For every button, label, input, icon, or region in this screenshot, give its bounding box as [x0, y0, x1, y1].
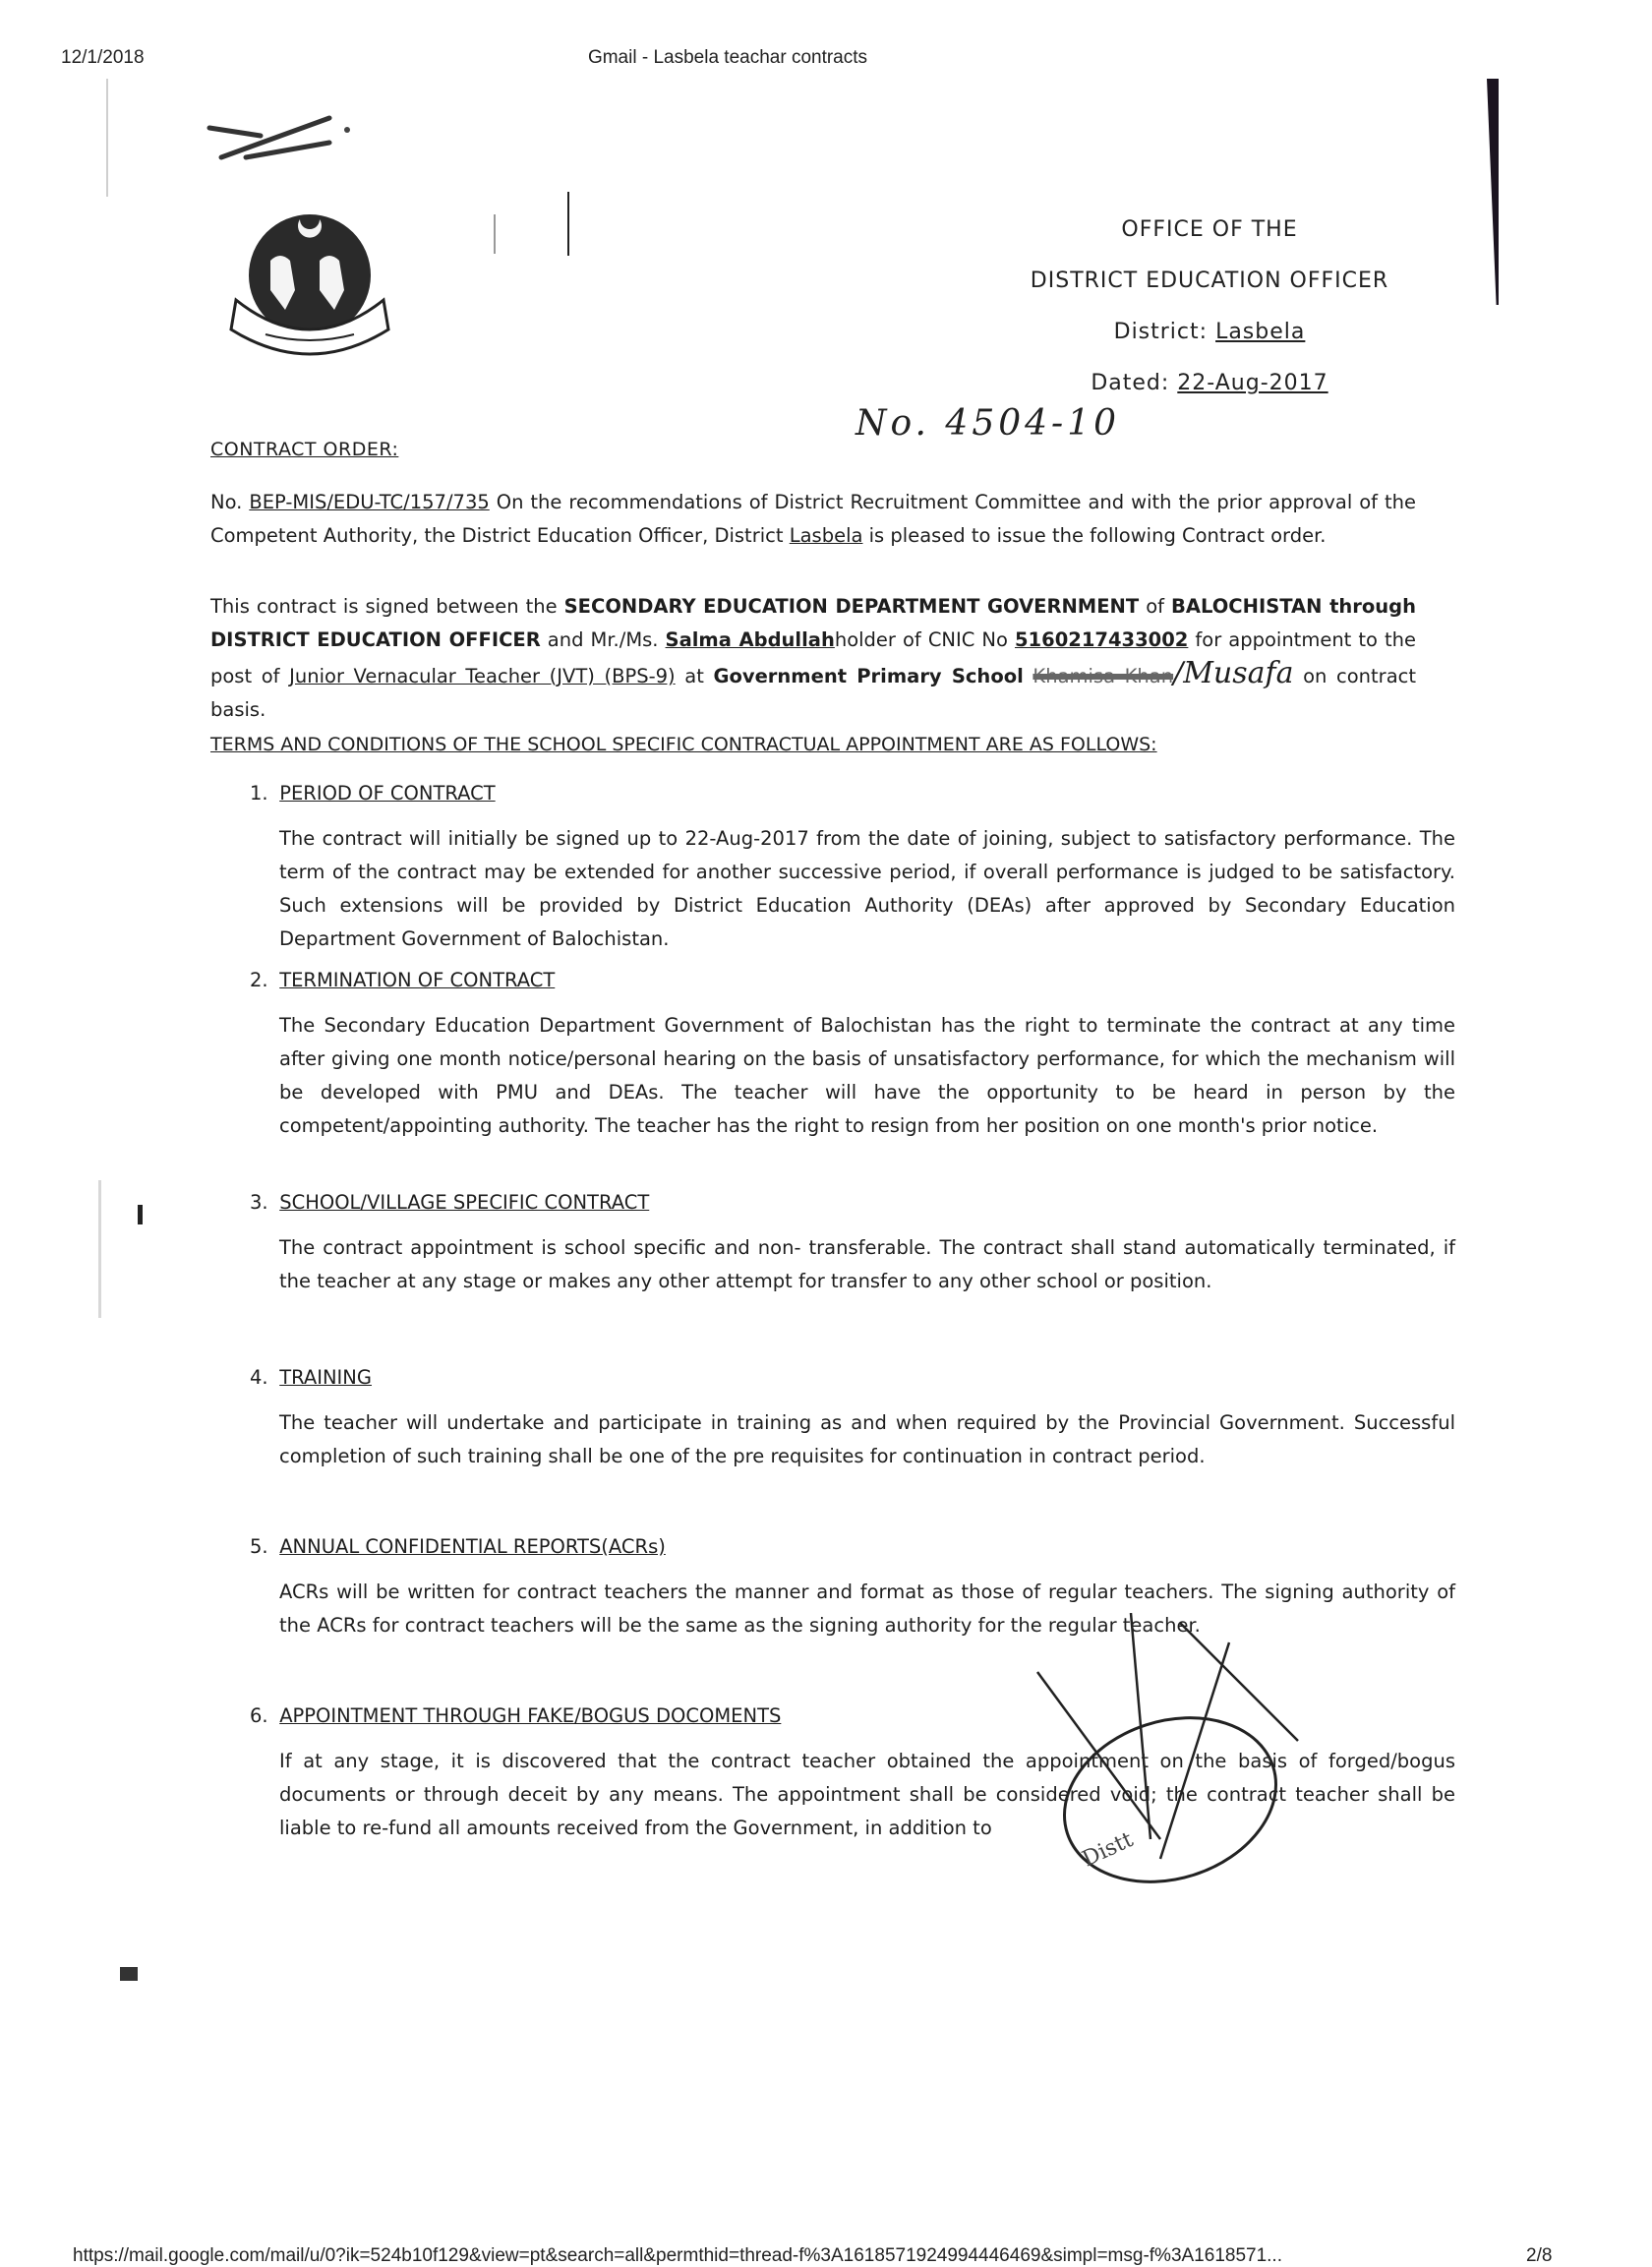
government-emblem-icon: [221, 202, 398, 369]
section-heading: APPOINTMENT THROUGH FAKE/BOGUS DOCOMENTS: [279, 1704, 782, 1727]
scan-edge-bar: [1487, 79, 1499, 305]
district-label: District:: [1113, 320, 1216, 344]
cnic-number: 5160217433002: [1014, 628, 1189, 651]
scan-margin-mark: [138, 1205, 143, 1224]
section-body: If at any stage, it is discovered that the contract teacher obtained the appointment on the basis of forged/bogus documents or through deceit by any means. The appointment shall be considered void; the contract teacher shall be liable to re-fund all amounts received from the Government, in addition to: [279, 1750, 1455, 1839]
svg-text:Distt: Distt: [1078, 1827, 1138, 1873]
section-termination-of-contract: 2. TERMINATION OF CONTRACT The Secondary Education Department Government of Balochistan has the right to terminate the contract at any time after giving one month notice/personal hearing on the basis of unsatisfactory performance, for which the mechanism will be developed with PMU and DEAs. The teacher will have the opportunity to be heard in person by the competent/appointing authority. The teacher has the right to resign from her position on one month's prior notice.: [250, 964, 1455, 1143]
dated-value: 22-Aug-2017: [1177, 371, 1328, 395]
section-heading: TERMINATION OF CONTRACT: [279, 969, 556, 991]
dated-line: [964, 358, 1455, 409]
section-heading: PERIOD OF CONTRACT: [279, 782, 496, 805]
handwritten-scribble-icon: [202, 108, 359, 167]
section-body: The Secondary Education Department Government of Balochistan has the right to terminate the contract at any time after giving one month notice/personal hearing on the basis of unsatisfactory performance, for which the mechanism will be developed with PMU and DEAs. The teacher will have the opportunity to be heard in person by the competent/appointing authority. The teacher has the right to resign from her position on one month's prior notice.: [279, 1014, 1455, 1137]
section-period-of-contract: 1. PERIOD OF CONTRACT The contract will initially be signed up to 22-Aug-2017 from the date of joining, subject to satisfactory performance. The term of the contract may be extended for another successive period, if overall performance is judged to be satisfactory. Such extensions will be provided by District Education Authority (DEAs) after approved by Secondary Education Department Government of Balochistan.: [250, 777, 1455, 956]
office-line1: OFFICE OF THE: [1121, 217, 1298, 242]
contract-parties-paragraph: This contract is signed between the SECONDARY EDUCATION DEPARTMENT GOVERNMENT of BALOCHISTAN through DISTRICT EDUCATION OFFICER and Mr./Ms. Salma Abdullahholder of CNIC No 5160217433002 for appointment to the post of Junior Vernacular Teacher (JVT) (BPS-9) at Government Primary School Khamisa Khan/Musafa on contract basis.: [210, 595, 1417, 721]
district-line: [964, 307, 1455, 358]
section-school-village-specific: 3. SCHOOL/VILLAGE SPECIFIC CONTRACT The contract appointment is school specific and non- transferable. The contract shall stand automatically terminated, if the teacher at any stage or makes any other attempt for transfer to any other school or position.: [250, 1186, 1455, 1298]
struck-school-name: Khamisa Khan: [1032, 665, 1174, 687]
section-heading: ANNUAL CONFIDENTIAL REPORTS(ACRs): [279, 1535, 666, 1558]
section-body: The contract appointment is school specific and non- transferable. The contract shall stand automatically terminated, if the teacher at any stage or makes any other attempt for transfer to any other school or position.: [279, 1236, 1455, 1292]
handwritten-school-name: /Musafa: [1173, 656, 1294, 690]
dated-label: Dated:: [1091, 371, 1178, 395]
section-training: 4. TRAINING The teacher will undertake and participate in training as and when required by the Provincial Government. Successful completion of such training shall be one of the pre requisites for continuation in contract period.: [250, 1361, 1455, 1473]
district-value: Lasbela: [1215, 320, 1306, 344]
section-annual-confidential-reports: 5. ANNUAL CONFIDENTIAL REPORTS(ACRs) ACRs will be written for contract teachers the manner and format as those of regular teachers. The signing authority of the ACRs for contract teachers will be the same as the signing authority for the regular teacher.: [250, 1530, 1455, 1642]
scan-margin-mark: [120, 1967, 138, 1981]
print-date: 12/1/2018: [61, 47, 145, 68]
section-body: The teacher will undertake and participate in training as and when required by the Provincial Government. Successful completion of such training shall be one of the pre requisites for continuation in contract period.: [279, 1411, 1455, 1467]
print-title: Gmail - Lasbela teachar contracts: [587, 47, 868, 68]
print-footer: [0, 2245, 1652, 2267]
contract-order-title: CONTRACT ORDER:: [210, 439, 399, 460]
office-line2: DISTRICT EDUCATION OFFICER: [1030, 268, 1389, 293]
section-heading: TRAINING: [279, 1366, 372, 1389]
handwritten-order-number: No. 4504-10: [856, 403, 1121, 444]
print-header: [0, 47, 1652, 73]
official-stamp-signature-icon: [1013, 1613, 1426, 1908]
scan-stray-mark: [494, 214, 496, 254]
print-url: https://mail.google.com/mail/u/0?ik=524b10f129&view=pt&search=all&permthid=thread-f%3A1618571924994446469&simpl=msg-f%3A1618571...: [73, 2245, 1282, 2266]
teacher-name: Salma Abdullah: [665, 628, 835, 651]
district-name: Lasbela: [789, 524, 863, 547]
page-indicator: 2/8: [1526, 2245, 1553, 2266]
contract-order-paragraph: No. BEP-MIS/EDU-TC/157/735 On the recommendations of District Recruitment Committee and with the prior approval of the Competent Authority, the District Education Officer, District Lasbela is pleased to issue the following Contract order.: [210, 491, 1416, 547]
scan-edge-mark: [98, 1180, 101, 1318]
section-fake-bogus-documents: 6. APPOINTMENT THROUGH FAKE/BOGUS DOCOMENTS If at any stage, it is discovered that the contract teacher obtained the appointment on the basis of forged/bogus documents or through deceit by any means. The appointment shall be considered void; the contract teacher shall be liable to re-fund all amounts received from the Government, in addition to: [250, 1700, 1455, 1845]
section-body: The contract will initially be signed up to 22-Aug-2017 from the date of joining, subject to satisfactory performance. The term of the contract may be extended for another successive period, if overall performance is judged to be satisfactory. Such extensions will be provided by District Education Authority (DEAs) after approved by Secondary Education Department Government of Balochistan.: [279, 827, 1455, 950]
section-heading: SCHOOL/VILLAGE SPECIFIC CONTRACT: [279, 1191, 650, 1214]
scan-stray-mark: [567, 192, 569, 256]
post-title: Junior Vernacular Teacher (JVT) (BPS-9): [289, 665, 676, 687]
terms-title: TERMS AND CONDITIONS OF THE SCHOOL SPECIFIC CONTRACTUAL APPOINTMENT ARE AS FOLLOWS:: [210, 734, 1157, 755]
scan-edge-mark: [106, 79, 108, 197]
office-letterhead: [964, 205, 1455, 409]
section-body: ACRs will be written for contract teachers the manner and format as those of regular teachers. The signing authority of the ACRs for contract teachers will be the same as the signing authority for the regular teacher.: [279, 1581, 1455, 1637]
reference-number: BEP-MIS/EDU-TC/157/735: [249, 491, 490, 513]
